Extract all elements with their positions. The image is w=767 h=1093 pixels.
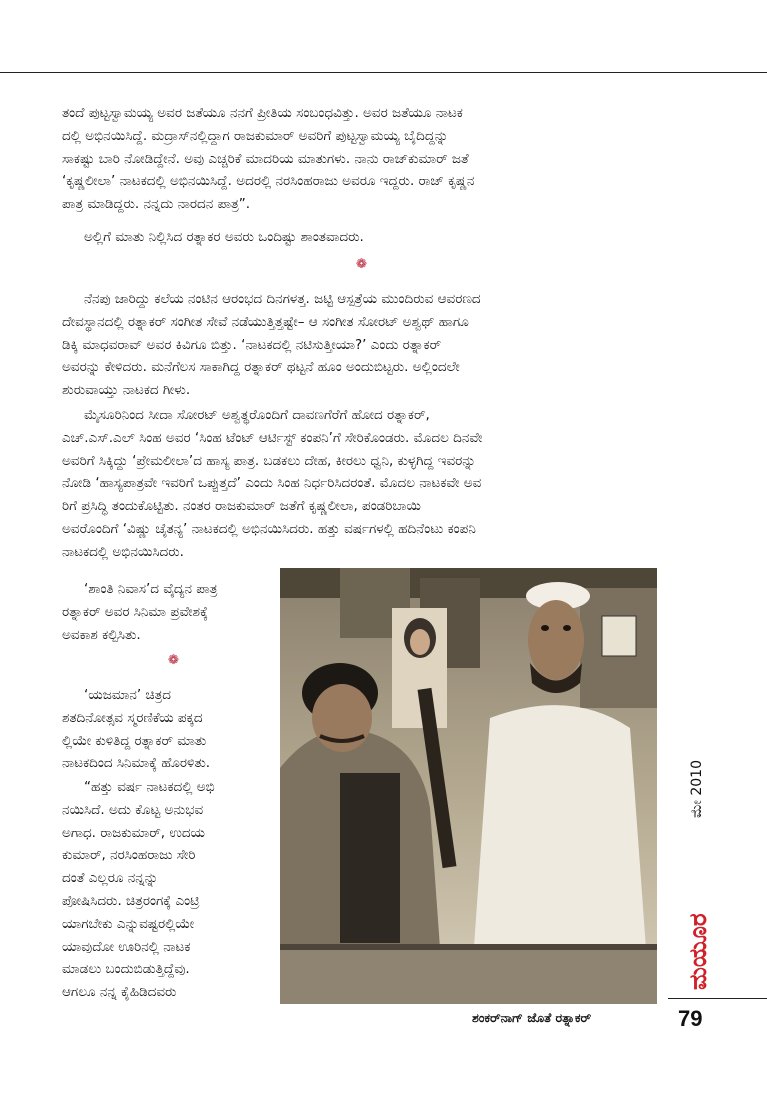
text-line: ಸಾಕಷ್ಟು ಬಾರಿ ನೋಡಿದ್ದೇನೆ. ಅವು ಎಚ್ಚರಿಕೆ ಮಾದರಿಯ ಮಾತುಗಳು. ನಾನು ರಾಜ್‌ಕುಮಾರ್ ಜತೆ	[62, 150, 469, 167]
footer-rule	[668, 998, 767, 999]
text-line: ನಾಟಕದಿಂದ ಸಿನಿಮಾಕ್ಕೆ ಹೊರಳಿತು.	[62, 755, 211, 772]
text-line: ಡಿಕ್ಕಿ ಮಾಧವರಾವ್ ಅವರ ಕಿವಿಗೂ ಬಿತ್ತು. ‘ನಾಟಕದಲ್ಲಿ ನಟಿಸುತ್ತೀಯಾ?’ ಎಂದು ರತ್ನಾಕರ್	[62, 336, 442, 353]
magazine-name: ಮಯೂರ	[684, 913, 712, 990]
article-paragraph-5	[62, 578, 270, 646]
text-line: ಶುರುವಾಯ್ತು ನಾಟಕದ ಗೀಳು.	[62, 382, 191, 399]
article-paragraph-7	[62, 776, 270, 1004]
text-line: ರಿಗೆ ಪ್ರಸಿದ್ಧಿ ತಂದುಕೊಟ್ಟಿತು. ನಂತರ ರಾಜಕುಮಾರ್ ಜತೆಗೆ ಕೃಷ್ಣಲೀಲಾ, ಪಂಡರಿಬಾಯಿ	[62, 498, 421, 515]
text-line: ದೇವಸ್ಥಾನದಲ್ಲಿ ರತ್ನಾಕರ್ ಸಂಗೀತ ಸೇವೆ ನಡೆಯುತ್ತಿತ್ತಷ್ಟೇ– ಆ ಸಂಗೀತ ಸೋರಟ್ ಅಶ್ವಥ್ ಹಾಗೂ	[62, 313, 469, 330]
text-line: ದಂತೆ ಎಲ್ಲರೂ ನನ್ನನ್ನು	[62, 870, 159, 887]
text-line: ಎಚ್.ಎಸ್.ಎಲ್ ಸಿಂಹ ಅವರ ‘ಸಿಂಹ ಟೆಂಟ್ ಆರ್ಟಿಸ್ಟ್ ಕಂಪನಿ’ಗೆ ಸೇರಿಕೊಂಡರು. ಮೊದಲ ದಿನವೇ	[62, 429, 483, 446]
text-line: ಶತದಿನೋತ್ಸವ ಸ್ಮರಣಿಕೆಯ ಪಕ್ಕದ	[62, 709, 203, 726]
text-line: ನೆನಪು ಜಾರಿದ್ದು ಕಲೆಯ ನಂಟಿನ ಆರಂಭದ ದಿನಗಳತ್ತ. ಜಟ್ಟಿ ಆಸ್ಪತ್ರೆಯ ಮುಂದಿರುವ ಆವರಣದ	[84, 291, 481, 307]
text-line: ಪಾತ್ರ ಮಾಡಿದ್ದರು. ನನ್ನದು ನಾರದನ ಪಾತ್ರ”.	[62, 196, 251, 213]
text-line: ಮೈಸೂರಿನಿಂದ ಸೀದಾ ಸೋರಟ್ ಅಶ್ವತ್ಥರೊಂದಿಗೆ ದಾವಣಗೆರೆಗೆ ಹೋದ ರತ್ನಾಕರ್,	[84, 407, 430, 423]
text-line: ‘ಕೃಷ್ಣಲೀಲಾ’ ನಾಟಕದಲ್ಲಿ ಅಭಿನಯಿಸಿದ್ದೆ. ಅದರಲ್ಲಿ ನರಸಿಂಹರಾಜು ಅವರೂ ಇದ್ದರು. ರಾಜ್ ಕೃಷ್ಣನ	[62, 173, 475, 190]
text-line: ಲ್ಲಿಯೇ ಕುಳಿತಿದ್ದ ರತ್ನಾಕರ್ ಮಾತು	[62, 732, 207, 749]
article-paragraph-3	[62, 288, 658, 402]
text-line: ಅವಕಾಶ ಕಲ್ಪಿಸಿತು.	[62, 626, 141, 643]
top-rule	[0, 72, 767, 73]
section-ornament-2: ❁	[168, 653, 179, 668]
article-paragraph-1	[62, 102, 658, 216]
text-line: ಅವರನ್ನು ಕೇಳಿದರು. ಮನೆಗೆಲಸ ಸಾಕಾಗಿದ್ದ ರತ್ನಾಕರ್ ಥಟ್ಟನೆ ಹೂಂ ಅಂದುಬಿಟ್ಟರು. ಅಲ್ಲಿಂದಲೇ	[62, 359, 460, 376]
text-line: ಯಾಗಬೇಕು ಎನ್ನುವಷ್ಟರಲ್ಲಿಯೇ	[62, 915, 195, 932]
text-line: ದಲ್ಲಿ ಅಭಿನಯಿಸಿದ್ದೆ. ಮದ್ರಾಸ್‌ನಲ್ಲಿದ್ದಾಗ ರಾಜಕುಮಾರ್ ಅವರಿಗೆ ಪುಟ್ಟಸ್ವಾಮಯ್ಯ ಬೈದಿದ್ದನ್ನು	[62, 127, 449, 144]
text-line: ಯಾವುದೋ ಊರಿನಲ್ಲಿ ನಾಟಕ	[62, 938, 191, 955]
issue-date: ಮೇ 2010	[689, 760, 705, 818]
section-ornament-1: ❁	[356, 257, 367, 272]
text-line: “ಹತ್ತು ವರ್ಷ ನಾಟಕದಲ್ಲಿ ಅಭಿ	[84, 779, 215, 795]
photo-illustration	[280, 568, 657, 1004]
text-line: ಮಾಡಲು ಬಂದುಬಿಡುತ್ತಿದ್ದೆವು.	[62, 961, 190, 978]
text-line: ‘ಶಾಂತಿ ನಿವಾಸ’ದ ವೈದ್ಯನ ಪಾತ್ರ	[84, 581, 218, 597]
text-line: ಅಗಾಧ. ರಾಜಕುಮಾರ್, ಉದಯ	[62, 824, 205, 841]
article-photo	[280, 568, 657, 1004]
article-paragraph-6	[62, 684, 270, 775]
text-line: ನೋಡಿ ‘ಹಾಸ್ಯಪಾತ್ರವೇ ಇವರಿಗೆ ಒಪ್ಪುತ್ತದೆ’ ಎಂದು ಸಿಂಹ ನಿರ್ಧರಿಸಿದರಂತೆ. ಮೊದಲ ನಾಟಕವೇ ಅವ	[62, 475, 482, 492]
text-line: ಅವರೊಂದಿಗೆ ‘ವಿಷ್ಣು ಚೈತನ್ಯ’ ನಾಟಕದಲ್ಲಿ ಅಭಿನಯಿಸಿದರು. ಹತ್ತು ವರ್ಷಗಳಲ್ಲಿ ಹದಿನೆಂಟು ಕಂಪನಿ	[62, 520, 476, 537]
text-line: ರತ್ನಾಕರ್ ಅವರ ಸಿನಿಮಾ ಪ್ರವೇಶಕ್ಕೆ	[62, 603, 208, 620]
text-line: ನಯಿಸಿದೆ. ಅದು ಕೊಟ್ಟ ಅನುಭವ	[62, 801, 204, 818]
article-paragraph-2: ಅಲ್ಲಿಗೆ ಮಾತು ನಿಲ್ಲಿಸಿದ ರತ್ನಾಕರ ಅವರು ಒಂದಿಷ್ಟು ಶಾಂತವಾದರು.	[84, 229, 364, 245]
text-line: ನಾಟಕದಲ್ಲಿ ಅಭಿನಯಿಸಿದರು.	[62, 543, 184, 560]
text-line: ಕುಮಾರ್, ನರಸಿಂಹರಾಜು ಸೇರಿ	[62, 847, 196, 864]
text-line: ಅವರಿಗೆ ಸಿಕ್ಕಿದ್ದು ‘ಪ್ರೇಮಲೀಲಾ’ದ ಹಾಸ್ಯ ಪಾತ್ರ. ಬಡಕಲು ದೇಹ, ಕೀರಲು ಧ್ವನಿ, ಕುಳ್ಳಗಿದ್ದ ಇವರನ್ನು	[62, 452, 476, 469]
text-line: ಪೋಷಿಸಿದರು. ಚಿತ್ರರಂಗಕ್ಕೆ ಎಂಟ್ರಿ	[62, 892, 200, 909]
article-paragraph-4	[62, 404, 658, 564]
text-line: ತಂದೆ ಪುಟ್ಟಸ್ವಾಮಯ್ಯ ಅವರ ಜತೆಯೂ ನನಗೆ ಪ್ರೀತಿಯ ಸಂಬಂಧವಿತ್ತು. ಅವರ ಜತೆಯೂ ನಾಟಕ	[62, 105, 463, 121]
text-line: ಆಗಲೂ ನನ್ನ ಕೈಹಿಡಿದವರು	[62, 984, 177, 1001]
photo-caption: ಶಂಕರ್‌ನಾಗ್ ಜೊತೆ ರತ್ನಾಕರ್	[472, 1010, 592, 1025]
page-number: 79	[678, 1006, 703, 1031]
text-line: ‘ಯಜಮಾನ’ ಚಿತ್ರದ	[84, 687, 172, 703]
